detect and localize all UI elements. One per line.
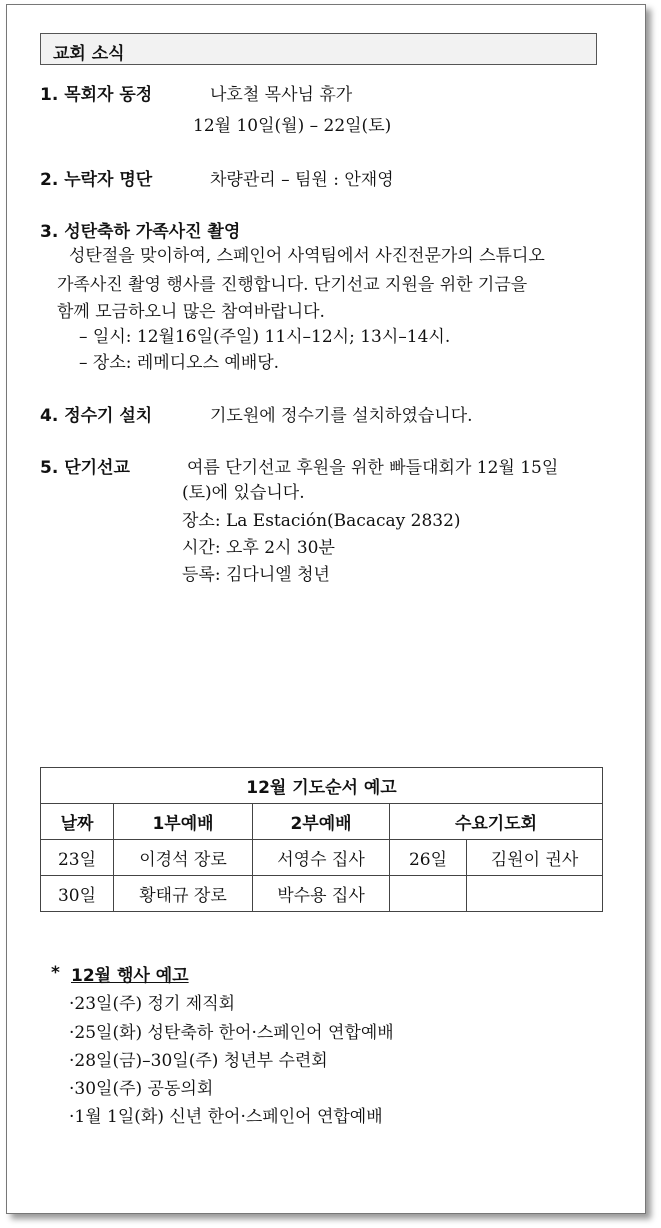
missing-list-title: 2. 누락자 명단: [40, 170, 153, 190]
cell-date: 23일: [41, 840, 114, 876]
event-item-2: ·25일(화) 성탄축하 한어·스페인어 연합예배: [69, 1023, 394, 1043]
col-first-service-header: 1부예배: [114, 804, 253, 840]
family-photo-title: 3. 성탄축하 가족사진 촬영: [40, 222, 241, 242]
event-item-3: ·28일(금)–30일(주) 청년부 수련회: [69, 1051, 328, 1071]
section-header-title: 교회 소식: [53, 44, 125, 64]
short-mission-register: 등록: 김다니엘 청년: [182, 565, 330, 585]
table-row: [41, 876, 603, 912]
events-star: *: [51, 963, 60, 983]
cell-second-service: 서영수 집사: [253, 840, 390, 876]
events-title: 12월 행사 예고: [71, 966, 189, 986]
cell-wednesday-leader: [467, 876, 603, 912]
pastor-news-dates: 12월 10일(월) – 22일(토): [193, 116, 392, 136]
cell-second-service: 박수용 집사: [253, 876, 390, 912]
family-photo-line-2: 가족사진 촬영 행사를 진행합니다. 단기선교 지원을 위한 기금을: [57, 275, 528, 295]
short-mission-place: 장소: La Estación(Bacacay 2832): [182, 511, 461, 531]
family-photo-line-3: 함께 모금하오니 많은 참여바랍니다.: [57, 302, 325, 322]
family-photo-datetime: – 일시: 12월16일(주일) 11시–12시; 13시–14시.: [79, 327, 451, 347]
cell-wednesday-date: 26일: [390, 840, 467, 876]
pastor-news-title: 1. 목회자 동정: [40, 85, 153, 105]
family-photo-place: – 장소: 레메디오스 예배당.: [79, 353, 280, 373]
short-mission-line-2: (토)에 있습니다.: [182, 483, 305, 503]
event-item-1: ·23일(주) 정기 제직회: [69, 994, 236, 1014]
short-mission-line-1: 여름 단기선교 후원을 위한 빠들대회가 12월 15일: [187, 458, 559, 478]
short-mission-time: 시간: 오후 2시 30분: [182, 538, 335, 558]
event-item-4: ·30일(주) 공동의회: [69, 1079, 214, 1099]
cell-wednesday-date: [390, 876, 467, 912]
pastor-news-text: 나호철 목사님 휴가: [210, 85, 353, 105]
table-row: [41, 840, 603, 876]
section-header-box: [40, 33, 597, 65]
prayer-schedule-table: [40, 767, 603, 912]
col-second-service-header: 2부예배: [253, 804, 390, 840]
cell-wednesday-leader: 김원이 권사: [467, 840, 603, 876]
water-purifier-title: 4. 정수기 설치: [40, 406, 153, 426]
col-date-header: 날짜: [41, 804, 114, 840]
prayer-table-title: 12월 기도순서 예고: [41, 768, 603, 804]
cell-first-service: 이경석 장로: [114, 840, 253, 876]
event-item-5: ·1월 1일(화) 신년 한어·스페인어 연합예배: [69, 1107, 383, 1127]
family-photo-line-1: 성탄절을 맞이하여, 스페인어 사역팀에서 사진전문가의 스튜디오: [69, 246, 545, 266]
cell-first-service: 황태규 장로: [114, 876, 253, 912]
col-wednesday-header: 수요기도회: [390, 804, 603, 840]
missing-list-text: 차량관리 – 팀원 : 안재영: [210, 170, 394, 190]
short-mission-title: 5. 단기선교: [40, 458, 130, 478]
cell-date: 30일: [41, 876, 114, 912]
bulletin-page: [6, 4, 646, 1214]
water-purifier-text: 기도원에 정수기를 설치하였습니다.: [210, 406, 473, 426]
